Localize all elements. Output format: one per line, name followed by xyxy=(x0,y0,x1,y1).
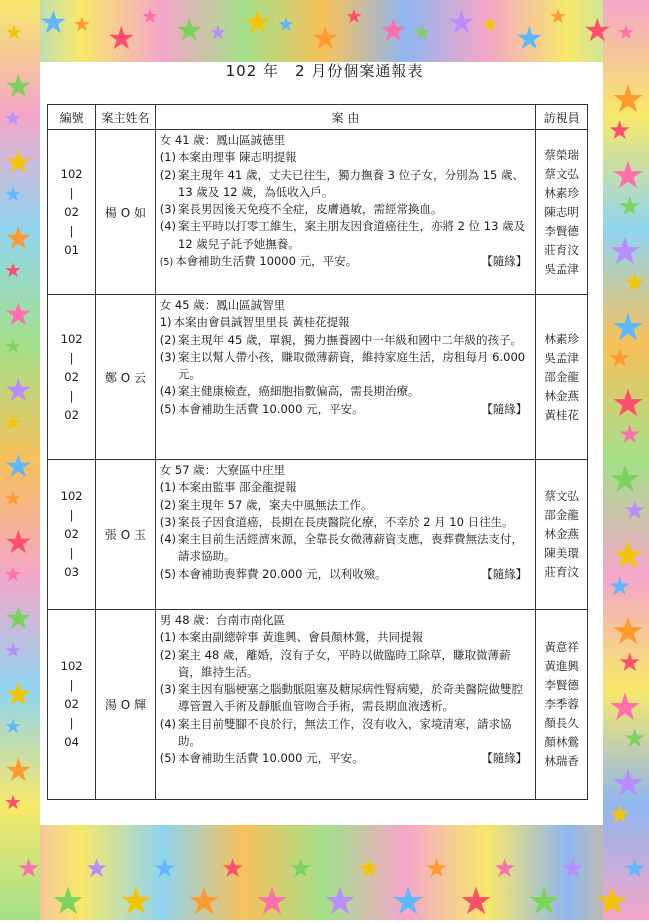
case-number-part: | xyxy=(69,223,74,238)
case-number-part: 01 xyxy=(64,242,79,257)
case-number xyxy=(48,460,96,610)
star-icon: ★ xyxy=(4,599,33,637)
star-icon: ★ xyxy=(4,523,33,561)
item-number: (2) xyxy=(159,167,177,182)
case-detail-item xyxy=(160,401,532,418)
star-icon: ★ xyxy=(4,371,33,409)
star-icon: ★ xyxy=(357,854,381,884)
star-icon: ★ xyxy=(611,533,646,577)
visitor-name: 吳孟津 xyxy=(544,350,579,365)
item-number: (5) xyxy=(159,257,174,269)
star-icon: ★ xyxy=(608,800,632,830)
visitor-name: 黃桂花 xyxy=(544,407,579,422)
star-icon: ★ xyxy=(4,562,22,586)
visitors xyxy=(536,460,588,610)
case-detail-item xyxy=(160,383,532,400)
case-number xyxy=(48,610,96,800)
case-reason xyxy=(155,295,536,460)
case-detail-item xyxy=(160,716,532,751)
item-number: (5) xyxy=(159,401,177,416)
case-detail-item xyxy=(160,149,532,166)
star-icon: ★ xyxy=(255,879,290,923)
star-icon: ★ xyxy=(618,192,642,222)
star-icon: ★ xyxy=(611,153,646,197)
item-text: 案主目前雙腳不良於行，無法工作，沒有收入，家境清寒，請求協助。 xyxy=(178,716,512,749)
star-icon: ★ xyxy=(4,714,22,738)
star-icon: ★ xyxy=(618,420,642,450)
case-number-part: 02 xyxy=(64,697,79,711)
star-icon: ★ xyxy=(5,20,23,44)
star-icon: ★ xyxy=(617,20,635,44)
star-icon: ★ xyxy=(561,854,585,884)
item-number: 1) xyxy=(159,315,172,330)
star-icon: ★ xyxy=(4,106,22,130)
visitor-name: 莊育汶 xyxy=(544,565,579,579)
page-title: 102 年 2 月份個案通報表 xyxy=(225,62,424,80)
case-detail-item xyxy=(160,497,532,514)
star-icon: ★ xyxy=(611,381,646,425)
case-header: 男 48 歲：台南市南化區 xyxy=(159,613,286,627)
case-row xyxy=(48,295,588,460)
item-text: 【隨緣】 本會補助生活費 10000 元，平安。 xyxy=(175,253,531,271)
item-text: 案長子因食道癌，長期在長庚醫院化療，不幸於 2 月 10 日往生。 xyxy=(178,514,514,529)
star-icon: ★ xyxy=(4,334,22,358)
star-icon: ★ xyxy=(623,268,647,298)
visitor-name: 陳美環 xyxy=(544,546,579,560)
item-number: (2) xyxy=(159,497,177,512)
table-header-row xyxy=(48,105,588,130)
star-icon: ★ xyxy=(611,609,646,653)
case-number-part: | xyxy=(69,185,74,200)
case-number-part: 04 xyxy=(64,735,79,749)
visitor-name: 蔡文弘 xyxy=(544,166,579,181)
star-icon: ★ xyxy=(611,77,646,121)
item-number: (5) xyxy=(159,566,177,581)
item-text: 案主現年 41 歲，丈夫已往生，獨力撫養 3 位子女，分別為 15 歲、13 歲及 12 歲，為低收入戶。 xyxy=(178,167,525,199)
star-icon: ★ xyxy=(459,879,494,923)
item-text: 案主因有腦梗塞之腦動脈阻塞及糖尿病性腎病變，於奇美醫院做雙腔導管置入手術及靜脈血管吻合手術，需長期血液透析。 xyxy=(178,682,524,714)
case-detail-item xyxy=(160,218,532,253)
item-text: 案主現年 45 歲，單親，獨力撫養國中一年級和國中二年級的孩子。 xyxy=(178,332,522,347)
star-icon: ★ xyxy=(4,638,22,662)
item-number: (3) xyxy=(159,202,177,217)
star-icon: ★ xyxy=(107,19,136,57)
star-icon: ★ xyxy=(4,143,33,181)
tag-label: 【隨緣】 xyxy=(481,751,528,766)
star-icon: ★ xyxy=(608,344,632,374)
header-number: 編號 xyxy=(48,105,96,130)
star-icon: ★ xyxy=(527,879,562,923)
case-number-part: | xyxy=(69,716,74,730)
case-row xyxy=(48,460,588,610)
star-icon: ★ xyxy=(623,724,647,754)
visitor-name: 顏長久 xyxy=(544,716,579,730)
item-text: 【隨緣】 本會補助生活費 10.000 元，平安。 xyxy=(178,401,531,418)
item-number: (4) xyxy=(159,716,177,731)
visitor-name: 黃意祥 xyxy=(544,640,579,654)
case-detail-item xyxy=(160,479,532,496)
item-text: 案主目前生活經濟來源，全靠長女微薄薪資支應，喪葬費無法支付，請求協助。 xyxy=(178,532,524,564)
star-icon: ★ xyxy=(608,457,643,501)
item-number: (3) xyxy=(159,349,177,364)
item-number: (5) xyxy=(159,751,177,766)
visitor-name: 黃進興 xyxy=(544,659,579,673)
client-name: 鄭 O 云 xyxy=(96,295,156,460)
item-number: (1) xyxy=(159,150,177,165)
star-icon: ★ xyxy=(311,19,340,57)
case-number-part: 102 xyxy=(60,166,83,181)
case-detail-item xyxy=(160,629,532,646)
visitor-name: 顏林鶯 xyxy=(544,735,579,749)
star-icon: ★ xyxy=(549,4,567,28)
case-detail-item xyxy=(160,566,532,583)
star-icon: ★ xyxy=(4,675,33,713)
star-icon: ★ xyxy=(4,258,22,282)
star-icon: ★ xyxy=(608,572,632,602)
item-number: (4) xyxy=(159,384,177,399)
item-text: 案主以幫人帶小孩，賺取微薄薪資，維持家庭生活，房租每月 6.000 元。 xyxy=(178,349,526,382)
tag-label: 【隨緣】 xyxy=(481,566,528,581)
visitor-name: 林瑞香 xyxy=(544,754,579,768)
item-text: 案主現年 57 歲，案夫中風無法工作。 xyxy=(178,497,373,512)
case-reason xyxy=(155,610,536,800)
star-icon: ★ xyxy=(391,879,426,923)
star-icon: ★ xyxy=(608,685,643,729)
header-reason: 案 由 xyxy=(155,105,536,130)
star-icon: ★ xyxy=(4,790,22,814)
case-header: 女 41 歲：鳳山區誠德里 xyxy=(159,133,286,147)
case-number-part: 02 xyxy=(64,407,79,422)
item-number: (3) xyxy=(159,682,177,697)
star-icon: ★ xyxy=(493,854,517,884)
star-icon: ★ xyxy=(4,295,33,333)
star-icon: ★ xyxy=(608,229,643,273)
item-text: 本案由會員誠智里里長 黃桂花提報 xyxy=(173,315,350,330)
case-number-part: 03 xyxy=(64,565,79,579)
item-text: 案主健康檢查，癌細胞指數偏高，需長期治療。 xyxy=(178,384,420,399)
case-detail-item xyxy=(160,253,532,271)
case-detail-item xyxy=(160,531,532,566)
item-number: (1) xyxy=(159,630,177,645)
case-number-part: 102 xyxy=(60,659,83,673)
star-icon: ★ xyxy=(221,854,245,884)
case-number-part: 02 xyxy=(64,204,79,219)
case-reason xyxy=(155,460,536,610)
star-icon: ★ xyxy=(595,879,630,923)
visitor-name: 林素珍 xyxy=(544,185,579,200)
star-icon: ★ xyxy=(277,12,295,36)
visitors xyxy=(536,130,588,295)
star-icon: ★ xyxy=(175,11,204,49)
visitor-name: 吳孟津 xyxy=(544,261,579,276)
case-number-part: | xyxy=(69,546,74,560)
star-icon: ★ xyxy=(379,11,408,49)
visitor-name: 邵金龍 xyxy=(544,369,579,384)
header-visitor: 訪視員 xyxy=(536,105,588,130)
star-icon: ★ xyxy=(4,219,33,257)
client-name: 楊 O 如 xyxy=(96,130,156,295)
star-icon: ★ xyxy=(153,854,177,884)
star-icon: ★ xyxy=(623,496,647,526)
item-number: (3) xyxy=(159,514,177,529)
case-detail-item xyxy=(160,167,532,202)
star-icon: ★ xyxy=(623,854,647,884)
item-text: 【隨緣】 本會補助喪葬費 20.000 元，以利收殮。 xyxy=(178,566,531,583)
star-icon: ★ xyxy=(85,854,109,884)
star-icon: ★ xyxy=(4,486,22,510)
star-icon: ★ xyxy=(618,648,642,678)
item-number: (4) xyxy=(159,219,177,234)
visitor-name: 莊育汶 xyxy=(544,242,579,257)
star-icon: ★ xyxy=(447,3,476,41)
star-icon: ★ xyxy=(73,12,91,36)
tag-label: 【隨緣】 xyxy=(481,254,528,269)
case-number-part: | xyxy=(69,350,74,365)
case-number-part: 102 xyxy=(60,331,83,346)
case-detail-item xyxy=(160,201,532,218)
case-detail-item xyxy=(160,681,532,716)
case-header: 女 45 歲：鳳山區誠智里 xyxy=(159,298,286,312)
star-icon: ★ xyxy=(141,4,159,28)
case-number-part: 102 xyxy=(60,489,83,503)
visitor-name: 陳志明 xyxy=(544,204,579,219)
case-number-part: | xyxy=(69,678,74,692)
visitor-name: 蔡文弘 xyxy=(544,489,579,503)
item-number: (1) xyxy=(159,480,177,495)
star-icon: ★ xyxy=(515,19,544,57)
visitor-name: 李賢德 xyxy=(544,223,579,238)
star-icon: ★ xyxy=(323,879,358,923)
star-icon: ★ xyxy=(4,447,33,485)
header-client-name: 案主姓名 xyxy=(96,105,156,130)
case-reason xyxy=(155,130,536,295)
visitor-name: 李賢德 xyxy=(544,678,579,692)
star-icon: ★ xyxy=(611,761,646,805)
star-icon: ★ xyxy=(209,20,227,44)
client-name: 湯 O 輝 xyxy=(96,610,156,800)
case-detail-item xyxy=(160,314,532,331)
star-icon: ★ xyxy=(39,3,68,41)
case-detail-item xyxy=(160,647,532,682)
star-icon: ★ xyxy=(289,854,313,884)
star-icon: ★ xyxy=(17,854,41,884)
star-icon: ★ xyxy=(119,879,154,923)
case-number-part: | xyxy=(69,508,74,522)
star-icon: ★ xyxy=(611,305,646,349)
item-text: 本案由監事 邵金龍提報 xyxy=(178,480,297,495)
case-row xyxy=(48,130,588,295)
item-text: 案長男因後天免疫不全症，皮膚過敏，需經常換血。 xyxy=(178,202,443,217)
visitor-name: 林素珍 xyxy=(544,331,579,346)
item-number: (2) xyxy=(159,647,177,662)
star-icon: ★ xyxy=(4,751,33,789)
star-icon: ★ xyxy=(4,410,22,434)
case-detail-item xyxy=(160,750,532,767)
star-icon: ★ xyxy=(51,879,86,923)
case-header: 女 57 歲：大寮區中庄里 xyxy=(159,463,286,477)
case-detail-item xyxy=(160,514,532,531)
star-icon: ★ xyxy=(425,854,449,884)
star-icon: ★ xyxy=(4,182,22,206)
client-name: 張 O 玉 xyxy=(96,460,156,610)
star-icon: ★ xyxy=(187,879,222,923)
case-report-table xyxy=(47,104,588,800)
tag-label: 【隨緣】 xyxy=(481,401,528,416)
item-text: 本案由副總幹事 黃進興、會員顏林鶯，共同提報 xyxy=(178,630,424,645)
item-text: 案主平時以打零工維生，案主朋友因食道癌往生，亦將 2 位 13 歲及 12 歲兒子託予她撫養。 xyxy=(178,219,526,251)
star-icon: ★ xyxy=(481,12,499,36)
star-icon: ★ xyxy=(243,3,272,41)
visitors xyxy=(536,295,588,460)
visitor-name: 蔡榮瑞 xyxy=(544,147,579,162)
item-text: 【隨緣】 本會補助生活費 10.000 元，平安。 xyxy=(178,750,531,767)
item-number: (2) xyxy=(159,332,177,347)
case-number xyxy=(48,130,96,295)
visitor-name: 李季蓉 xyxy=(544,697,579,711)
star-icon: ★ xyxy=(608,116,632,146)
star-icon: ★ xyxy=(583,11,612,49)
star-icon: ★ xyxy=(413,20,431,44)
case-detail-item xyxy=(160,332,532,349)
item-text: 案主 48 歲，離婚，沒有子女，平時以做臨時工除草，賺取微薄薪資，維持生活。 xyxy=(178,647,511,679)
case-number xyxy=(48,295,96,460)
case-number-part: | xyxy=(69,388,74,403)
item-number: (4) xyxy=(159,532,177,547)
star-icon: ★ xyxy=(4,67,33,105)
star-icon: ★ xyxy=(345,4,363,28)
visitors xyxy=(536,610,588,800)
case-detail-item xyxy=(160,349,532,384)
item-text: 本案由理事 陳志明提報 xyxy=(178,150,297,165)
case-number-part: 02 xyxy=(64,369,79,384)
visitor-name: 邵金龍 xyxy=(544,508,579,522)
visitor-name: 林金燕 xyxy=(544,388,579,403)
case-row xyxy=(48,610,588,800)
visitor-name: 林金燕 xyxy=(544,527,579,541)
case-number-part: 02 xyxy=(64,527,79,541)
